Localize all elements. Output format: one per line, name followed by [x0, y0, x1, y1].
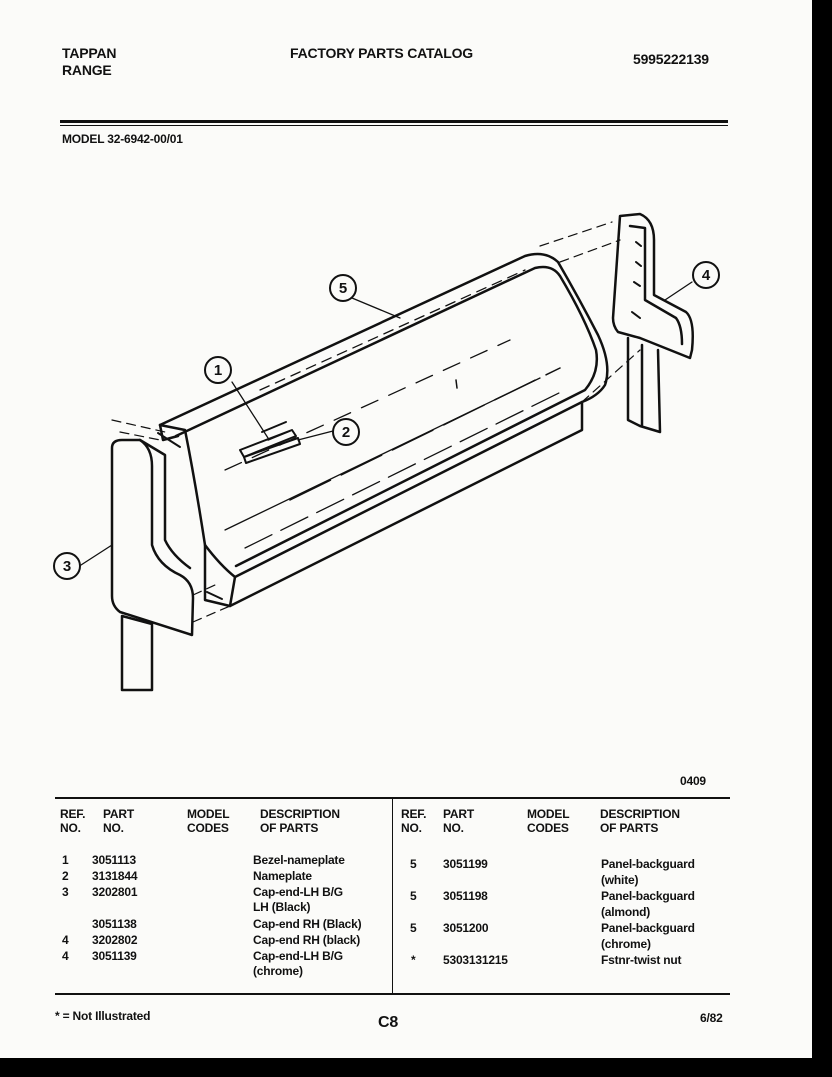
part-no: 3051138 — [92, 917, 137, 931]
description: Bezel-nameplate — [253, 853, 345, 867]
nameplate-assembly — [240, 422, 300, 463]
hdr-part-1-right: PART — [443, 807, 474, 821]
svg-text:1: 1 — [213, 362, 223, 379]
description-line-2: (chrome) — [253, 964, 303, 978]
description: Panel-backguard — [601, 889, 695, 903]
callout-3 — [54, 553, 80, 579]
ref-no: 4 — [62, 933, 69, 947]
hdr-model-1: MODEL — [187, 807, 230, 821]
description-line-2: (almond) — [601, 905, 651, 919]
left-cap-end — [112, 440, 193, 690]
not-illustrated-note: * = Not Illustrated — [55, 1009, 151, 1023]
hdr-model-1-right: MODEL — [527, 807, 570, 821]
callout-1 — [205, 357, 231, 383]
hdr-ref-2-right: NO. — [401, 821, 422, 835]
part-no: 3051199 — [443, 857, 488, 871]
description: Cap-end RH (Black) — [253, 917, 362, 931]
model-number: MODEL 32-6942-00/01 — [62, 132, 183, 146]
hdr-desc-1: DESCRIPTION — [260, 807, 340, 821]
svg-text:2: 2 — [341, 424, 351, 441]
hdr-desc-2-right: OF PARTS — [600, 821, 659, 835]
figure-code: 0409 — [680, 774, 706, 788]
ref-no: 5 — [410, 921, 417, 935]
hdr-model-2: CODES — [187, 821, 229, 835]
ref-no: 3 — [62, 885, 69, 899]
part-no: 3202802 — [92, 933, 138, 947]
hdr-part-2: NO. — [103, 821, 124, 835]
description: Cap-end RH (black) — [253, 933, 361, 947]
part-no: 3051113 — [92, 853, 136, 867]
hdr-ref-1-right: REF. — [401, 807, 427, 821]
ref-no: * — [411, 953, 416, 967]
hdr-part-2-right: NO. — [443, 821, 464, 835]
hdr-ref-2: NO. — [60, 821, 81, 835]
part-no: 3051198 — [443, 889, 488, 903]
right-cap-end — [613, 214, 693, 432]
part-no: 3051200 — [443, 921, 489, 935]
assembly-lines — [112, 222, 640, 622]
description: Nameplate — [253, 869, 312, 883]
brand-name: TAPPAN — [62, 45, 117, 61]
catalog-number: 5995222139 — [633, 51, 709, 67]
description-line-2: (chrome) — [601, 937, 651, 951]
description: Panel-backguard — [601, 857, 695, 871]
description: Cap-end-LH B/G — [253, 885, 343, 899]
description: Cap-end-LH B/G — [253, 949, 343, 963]
catalog-title: FACTORY PARTS CATALOG — [290, 45, 473, 61]
hdr-model-2-right: CODES — [527, 821, 569, 835]
ref-no: 2 — [62, 869, 69, 883]
page-number: C8 — [378, 1014, 399, 1031]
svg-text:3: 3 — [62, 558, 72, 575]
ref-no: 1 — [62, 853, 69, 867]
hdr-ref-1: REF. — [60, 807, 86, 821]
callout-5 — [330, 275, 356, 301]
product-type: RANGE — [62, 62, 112, 78]
description-line-2: (white) — [601, 873, 639, 887]
catalog-date: 6/82 — [700, 1011, 723, 1025]
description: Panel-backguard — [601, 921, 695, 935]
ref-no: 5 — [410, 889, 417, 903]
backguard-panel — [158, 254, 607, 606]
svg-text:5: 5 — [338, 280, 348, 297]
svg-text:4: 4 — [701, 267, 711, 284]
part-no: 5303131215 — [443, 953, 508, 967]
part-no: 3202801 — [92, 885, 138, 899]
description-line-2: LH (Black) — [253, 900, 311, 914]
description: Fstnr-twist nut — [601, 953, 682, 967]
ref-no: 5 — [410, 857, 417, 871]
callout-4 — [693, 262, 719, 288]
part-no: 3131844 — [92, 869, 138, 883]
part-no: 3051139 — [92, 949, 137, 963]
hdr-desc-2: OF PARTS — [260, 821, 319, 835]
callout-2 — [333, 419, 359, 445]
table-divider — [392, 799, 393, 993]
ref-no: 4 — [62, 949, 69, 963]
hdr-desc-1-right: DESCRIPTION — [600, 807, 680, 821]
table-bottom-rule — [55, 993, 730, 995]
hdr-part-1: PART — [103, 807, 134, 821]
